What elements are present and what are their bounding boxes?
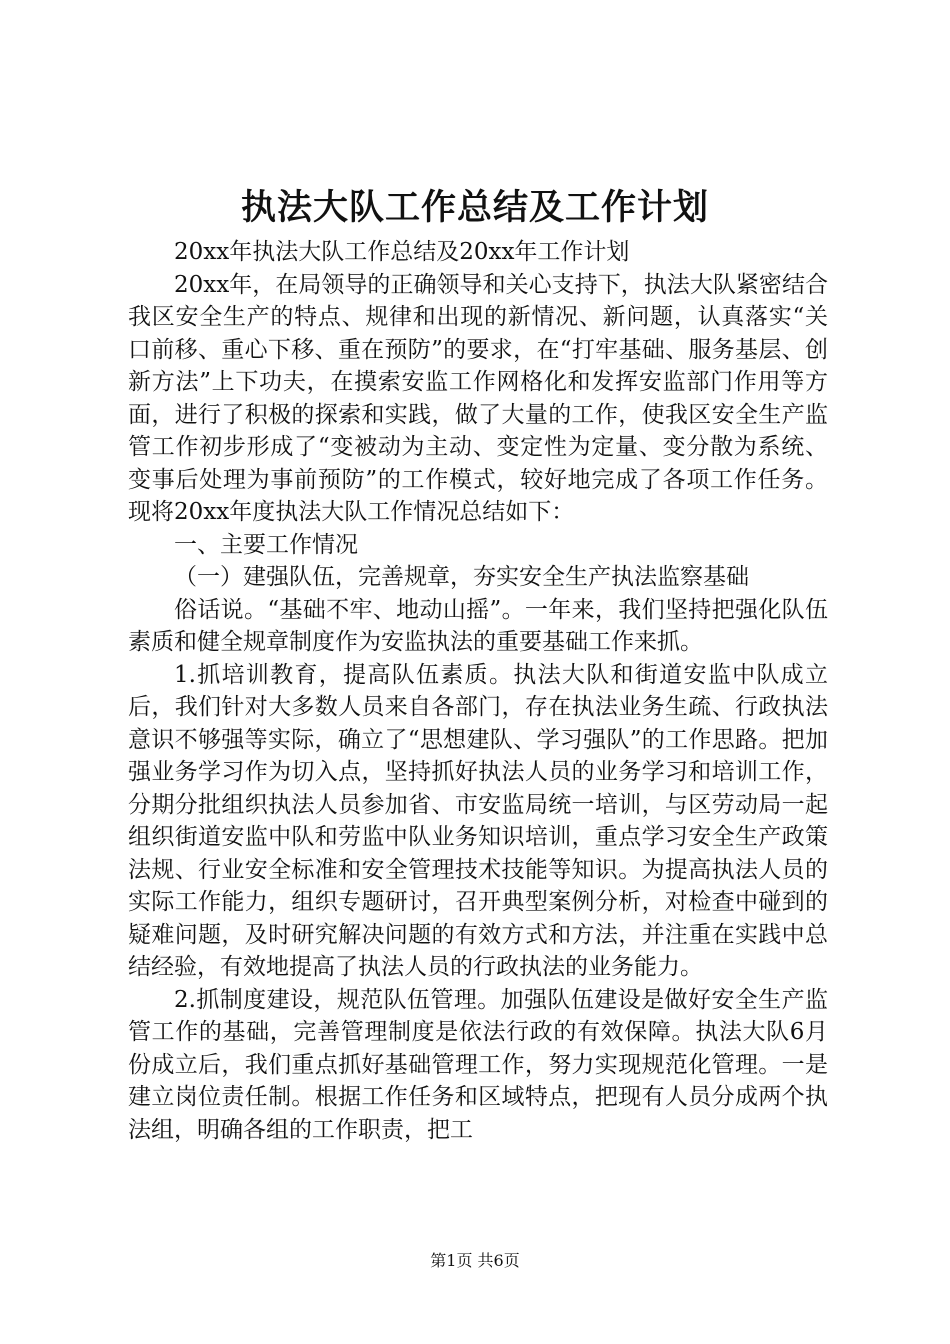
- subtitle-paragraph: 20xx年执法大队工作总结及20xx年工作计划: [174, 239, 630, 265]
- document-body: [128, 236, 828, 1146]
- section-heading: 一、主要工作情况: [174, 531, 358, 558]
- body-paragraph: 1.抓培训教育，提高队伍素质。执法大队和街道安监中队成立后，我们针对大多数人员来自各部门，存在执法业务生疏、行政执法意识不够强等实际，确立了“思想建队、学习强队”的工作思路。把加强业务学习作为切入点，坚持抓好执法人员的业务学习和培训工作，分期分批组织执法人员参加省、市安监局统一培训，与区劳动局一起组织街道安监中队和劳监中队业务知识培训，重点学习安全生产政策法规、行业安全标准和安全管理技术技能等知识。为提高执法人员的实际工作能力，组织专题研讨，召开典型案例分析，对检查中碰到的疑难问题，及时研究解决问题的有效方式和方法，并注重在实践中总结经验，有效地提高了执法人员的行政执法的业务能力。: [128, 661, 828, 980]
- body-paragraph: 俗话说。“基础不牢、地动山摇”。一年来，我们坚持把强化队伍素质和健全规章制度作为安监执法的重要基础工作来抓。: [128, 596, 828, 655]
- subsection-heading: （一）建强队伍，完善规章，夯实安全生产执法监察基础: [174, 564, 749, 590]
- document-title: 执法大队工作总结及工作计划: [240, 187, 709, 228]
- body-paragraph: 20xx年，在局领导的正确领导和关心支持下，执法大队紧密结合我区安全生产的特点、规律和出现的新情况、新问题，认真落实“关口前移、重心下移、重在预防”的要求，在“打牢基础、服务基层、创新方法”上下功夫，在摸索安监工作网格化和发挥安监部门作用等方面，进行了积极的探索和实践，做了大量的工作，使我区安全生产监管工作初步形成了“变被动为主动、变定性为定量、变分散为系统、变事后处理为事前预防”的工作模式，较好地完成了各项工作任务。现将20xx年度执法大队工作情况总结如下：: [128, 271, 828, 525]
- page-footer: 第1页 共6页: [430, 1251, 520, 1270]
- body-paragraph: 2.抓制度建设，规范队伍管理。加强队伍建设是做好安全生产监管工作的基础，完善管理制度是依法行政的有效保障。执法大队6月份成立后，我们重点抓好基础管理工作，努力实现规范化管理。一是建立岗位责任制。根据工作任务和区域特点，把现有人员分成两个执法组，明确各组的工作职责，把工: [128, 986, 828, 1143]
